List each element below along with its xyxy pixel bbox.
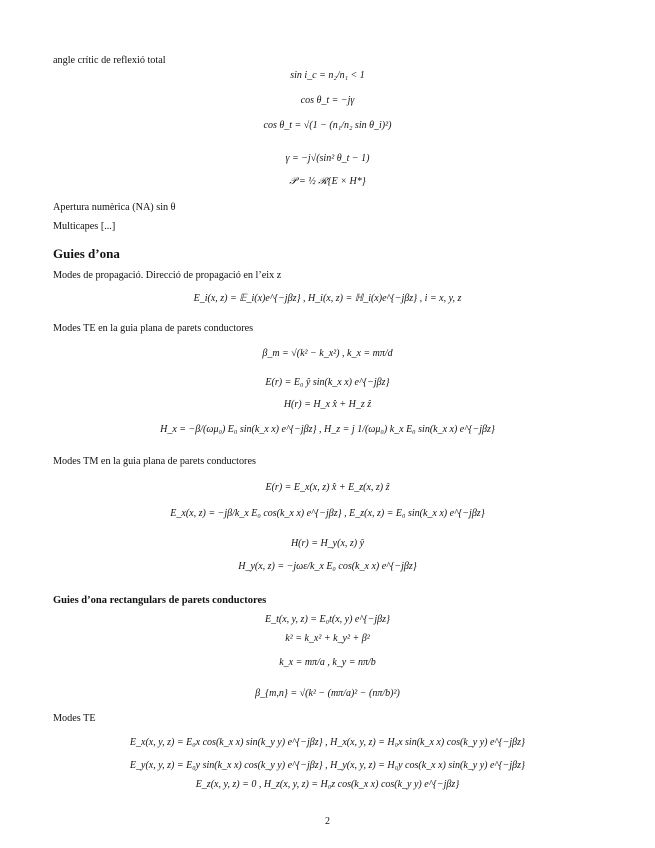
equation-te-h-field: H(r) = H_x x̂ + H_z ẑ [283, 399, 372, 410]
equation-cos-theta-t-sqrt: cos θ_t = √(1 − (n₁/n₂ sin θ_i)²) [263, 120, 392, 131]
equation-rect-k2: k² = k_x² + k_y² + β² [285, 633, 370, 644]
equation-rect-beta-mn: β_{m,n} = √(k² − (mπ/a)² − (nπ/b)²) [255, 688, 400, 699]
equation-rect-kx-ky: k_x = mπ/a , k_y = nπ/b [279, 657, 376, 668]
equation-tm-e-field: E(r) = E_x(x, z) x̂ + E_z(x, z) ẑ [265, 482, 390, 493]
equation-tm-hy: H_y(x, z) = −jωε/k_x E₀ cos(k_x x) e^{−jβz} [238, 561, 417, 572]
equation-tm-ex-ez: E_x(x, z) = −jβ/k_x E₀ cos(k_x x) e^{−jβz} , E_z(x, z) = E₀ sin(k_x x) e^{−jβz} [170, 508, 485, 519]
equation-te-beta: β_m = √(k² − k_x²) , k_x = mπ/d [262, 348, 393, 359]
equation-rect-et: E_t(x, y, z) = E₀t(x, y) e^{−jβz} [265, 614, 390, 625]
te-planar-label: Modes TE en la guia plana de parets conductores [53, 323, 254, 334]
page-number: 2 [325, 816, 330, 827]
critical-angle-label: angle crític de reflexió total [53, 55, 166, 66]
numerical-aperture: Apertura numèrica (NA) sin θ [53, 202, 176, 213]
equation-te-e-field: E(r) = E₀ ŷ sin(k_x x) e^{−jβz} [265, 377, 390, 388]
equation-rect-te-ey-hy: E_y(x, y, z) = E₀y sin(k_x x) cos(k_y y) e^{−jβz} , H_y(x, y, z) = H₀y cos(k_x x) sin(k_y y) e^{−jβz} [129, 760, 526, 771]
section-title-rectangular: Guies d’ona rectangulars de parets conductores [53, 595, 267, 606]
equation-tm-h-field: H(r) = H_y(x, z) ŷ [290, 538, 365, 549]
equation-critical-angle: sin i_c = n₂/n₁ < 1 [290, 70, 365, 81]
equation-propagation: E_i(x, z) = 𝔼_i(x)e^{−jβz} , H_i(x, z) = ℍ_i(x)e^{−jβz} , i = x, y, z [193, 293, 462, 304]
propagation-modes-text: Modes de propagació. Direcció de propagació en l’eix z [53, 270, 282, 281]
equation-gamma: γ = −j√(sin² θ_t − 1) [285, 153, 370, 164]
equation-poynting: 𝒫 = ½ ℛ{E × H*} [289, 176, 366, 187]
equation-te-hx-hz: H_x = −β/(ωμ₀) E₀ sin(k_x x) e^{−jβz} , H_z = j 1/(ωμ₀) k_x E₀ sin(k_x x) e^{−jβz} [160, 424, 495, 435]
equation-rect-te-ez-hz: E_z(x, y, z) = 0 , H_z(x, y, z) = H₀z cos(k_x x) cos(k_y y) e^{−jβz} [195, 779, 460, 790]
section-title-waveguides: Guies d’ona [53, 246, 120, 261]
tm-planar-label: Modes TM en la guia plana de parets conductores [53, 456, 256, 467]
equation-rect-te-ex-hx: E_x(x, y, z) = E₀x cos(k_x x) sin(k_y y) e^{−jβz} , H_x(x, y, z) = H₀x sin(k_x x) cos(k_y y) e^{−jβz} [129, 737, 526, 748]
multilayers: Multicapes [...] [53, 221, 116, 232]
rect-te-label: Modes TE [53, 713, 96, 724]
equation-cos-theta-t: cos θ_t = −jγ [300, 95, 355, 106]
